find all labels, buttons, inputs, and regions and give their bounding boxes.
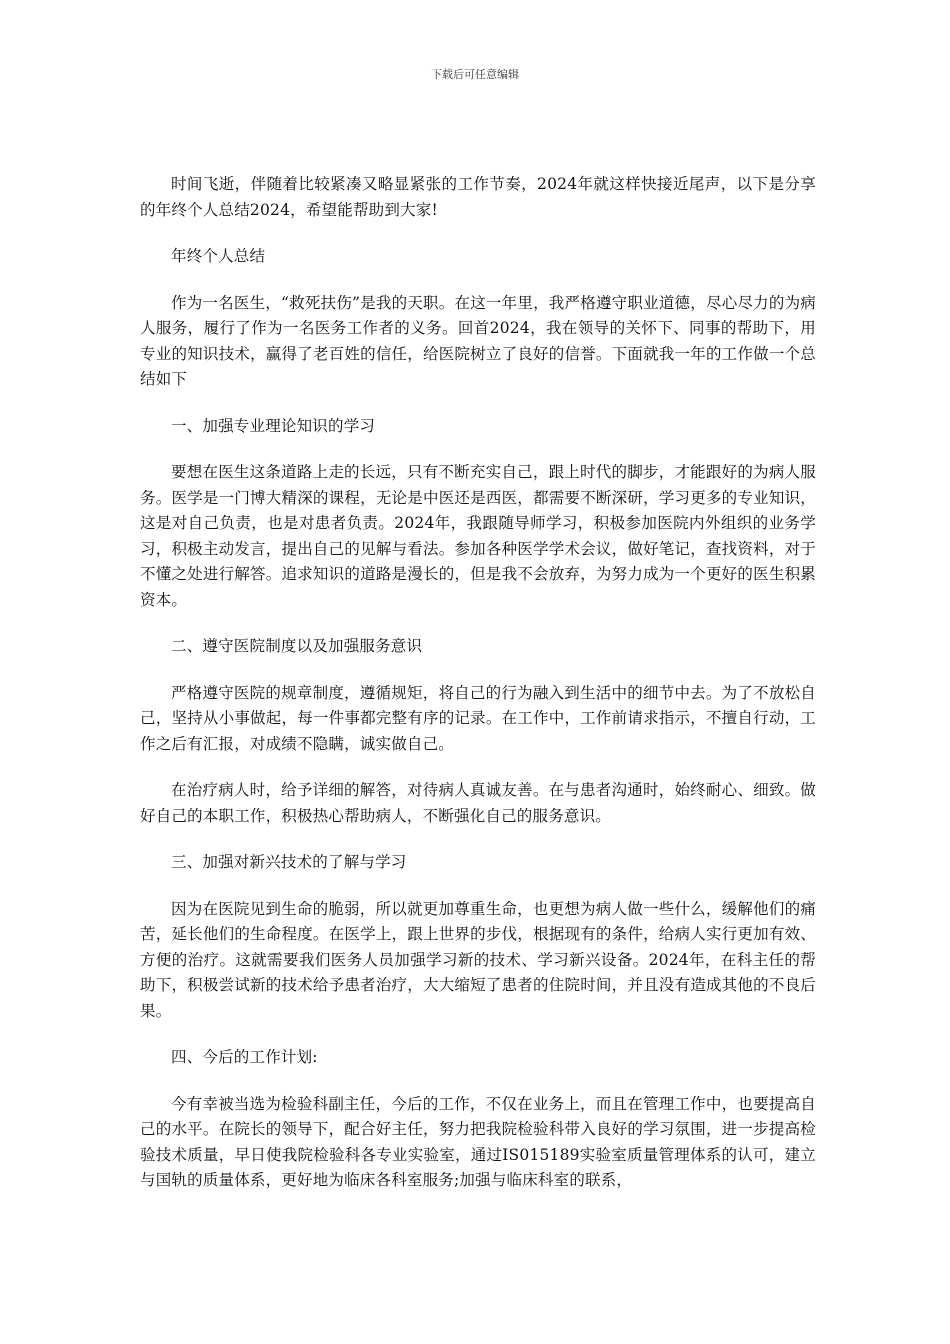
document-title: 年终个人总结: [171, 247, 266, 265]
section-2-paragraph-1: 严格遵守医院的规章制度，遵循规矩，将自己的行为融入到生活中的细节中去。为了不放松自己，坚持从小事做起，每一件事都完整有序的记录。在工作中，工作前请求指示，不擅自行动，工作之后有汇报，对成绩不隐瞒，诚实做自己。: [140, 683, 816, 753]
intro-paragraph: 时间飞逝，伴随着比较紧凑又略显紧张的工作节奏，2024年就这样快接近尾声，以下是分享的年终个人总结2024，希望能帮助到大家!: [140, 175, 816, 219]
section-2-heading: 二、遵守医院制度以及加强服务意识: [171, 637, 423, 655]
section-1-heading: 一、加强专业理论知识的学习: [171, 416, 376, 435]
section-1-paragraph: 要想在医生这条道路上走的长远，只有不断充实自己，跟上时代的脚步，才能跟好的为病人服务。医学是一门博大精深的课程，无论是中医还是西医，都需要不断深研，学习更多的专业知识，这是对自己负责，也是对患者负责。2024年，我跟随导师学习，积极参加医院内外组织的业务学习，积极主动发言，提出自己的见解与看法。参加各种医学学术会议，做好笔记，查找资料，对于不懂之处进行解答。追求知识的道路是漫长的，但是我不会放弃，为努力成为一个更好的医生积累资本。: [140, 463, 816, 609]
document-body: [140, 172, 816, 1215]
section-4-heading: 四、今后的工作计划:: [171, 1048, 318, 1066]
page-header-note: 下载后可任意编辑: [431, 68, 519, 81]
opening-paragraph: 作为一名医生，“救死扶伤”是我的天职。在这一年里，我严格遵守职业道德，尽心尽力的为病人服务，履行了作为一名医务工作者的义务。回首2024，我在领导的关怀下、同事的帮助下，用专业的知识技术，赢得了老百姓的信任，给医院树立了良好的信誉。下面就我一年的工作做一个总结如下: [140, 293, 816, 388]
section-3-paragraph: 因为在医院见到生命的脆弱，所以就更加尊重生命，也更想为病人做一些什么，缓解他们的痛苦，延长他们的生命程度。在医学上，跟上世界的步伐，根据现有的条件，给病人实行更加有效、方便的治疗。这就需要我们医务人员加强学习新的技术、学习新兴设备。2024年，在科主任的帮助下，积极尝试新的技术给予患者治疗，大大缩短了患者的住院时间，并且没有造成其他的不良后果。: [140, 899, 816, 1020]
section-3-heading: 三、加强对新兴技术的了解与学习: [171, 853, 407, 871]
section-4-paragraph: 今有幸被当选为检验科副主任，今后的工作，不仅在业务上，而且在管理工作中，也要提高自己的水平。在院长的领导下，配合好主任，努力把我院检验科带入良好的学习氛围，进一步提高检验技术质量，早日使我院检验科各专业实验室，通过IS015189实验室质量管理体系的认可，建立与国轨的质量体系，更好地为临床各科室服务;加强与临床科室的联系，: [140, 1094, 816, 1189]
section-2-paragraph-2: 在治疗病人时，给予详细的解答，对待病人真诚友善。在与患者沟通时，始终耐心、细致。做好自己的本职工作，积极热心帮助病人，不断强化自己的服务意识。: [140, 781, 816, 825]
